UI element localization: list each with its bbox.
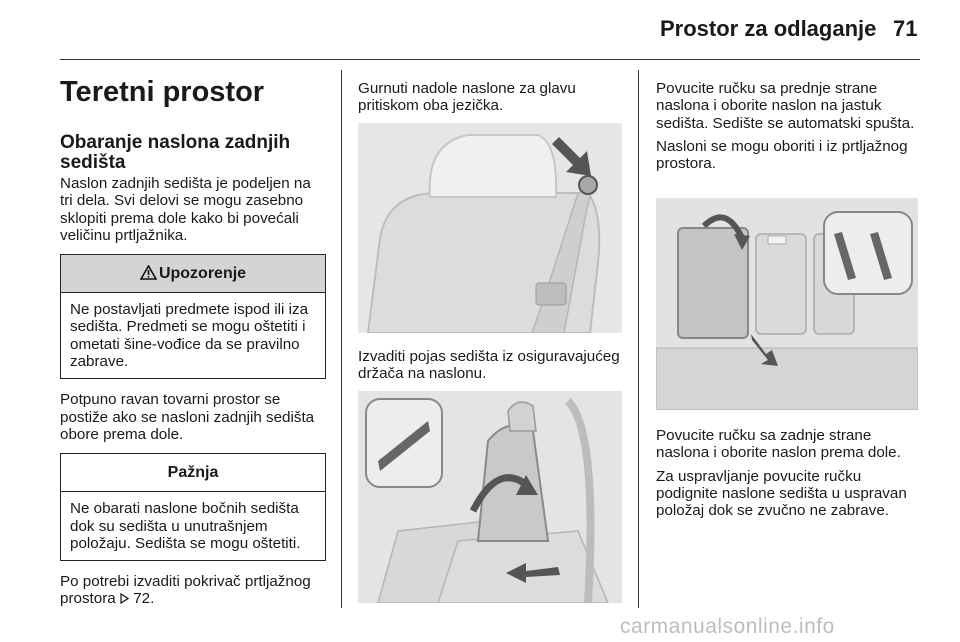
cover-text: Po potrebi izvaditi pokrivač prtljažnog prostora	[60, 573, 311, 608]
warning-icon	[140, 265, 159, 282]
column-2-lower	[358, 348, 624, 389]
watermark: carmanualsonline.info	[620, 615, 835, 638]
caution-text: Ne obarati naslone bočnih sedišta dok su sedišta u unutrašnjem položaju. Sedišta se mogu oštetiti.	[70, 500, 301, 552]
page-reference-icon	[120, 590, 133, 607]
warning-title: Upozorenje	[158, 265, 247, 283]
column-3	[656, 80, 922, 178]
caution-title: Pažnja	[167, 464, 219, 482]
illustration-cargo-fold	[656, 198, 918, 410]
paragraph-flat-load: Potpuno ravan tovarni prostor se postiže ako se nasloni zadnjih sedišta obore prema dole.	[60, 391, 315, 443]
intro-paragraph: Naslon zadnjih sedišta je podeljen na tri dela. Svi delovi se mogu zasebno sklopiti prema dole kako bi povećali veličinu prtljažnika.	[60, 175, 311, 244]
column-1	[60, 133, 326, 614]
warning-text: Ne postavljati predmete ispod ili iza sedišta. Predmeti se mogu oštetiti i ometati šine-vođice da se pravilno zabrave.	[70, 301, 309, 371]
cargo-fold-note: Nasloni se mogu oboriti i iz prtljažnog prostora.	[656, 137, 908, 173]
column-2	[358, 80, 624, 121]
headrest-instruction: Gurnuti nadole naslone za glavu pritiskom oba jezička.	[358, 80, 576, 115]
column-divider-1	[341, 70, 342, 608]
page-number: 71	[893, 16, 918, 41]
running-header-title: Prostor za odlaganje	[660, 16, 877, 41]
caution-box	[60, 453, 326, 561]
front-handle-instruction: Povucite ručku sa prednje strane naslona i oborite naslon na jastuk sedišta. Sedište se automatski spušta.	[656, 80, 915, 132]
seatbelt-instruction: Izvaditi pojas sedišta iz osiguravajućeg držača na naslonu.	[358, 348, 620, 383]
header-rule	[60, 59, 920, 60]
column-3-lower	[656, 427, 922, 525]
raise-instruction: Za uspravljanje povucite ručku podignite naslone sedišta u uspravan položaj dok se zvučno ne zabrave.	[656, 467, 907, 520]
section-title: Teretni prostor	[60, 76, 265, 108]
warning-box	[60, 254, 326, 379]
warning-box-header	[61, 255, 325, 293]
paragraph-cover	[60, 573, 326, 608]
rear-handle-instruction: Povucite ručku sa zadnje strane naslona i oborite naslon prema dole.	[656, 427, 901, 462]
subheading: Obaranje naslona zadnjih sedišta	[60, 132, 291, 173]
illustration-seatbelt	[358, 391, 622, 603]
column-divider-2	[638, 70, 639, 608]
caution-box-header	[61, 454, 325, 492]
illustration-headrest	[358, 123, 622, 333]
page-reference[interactable]: 72.	[133, 590, 155, 608]
